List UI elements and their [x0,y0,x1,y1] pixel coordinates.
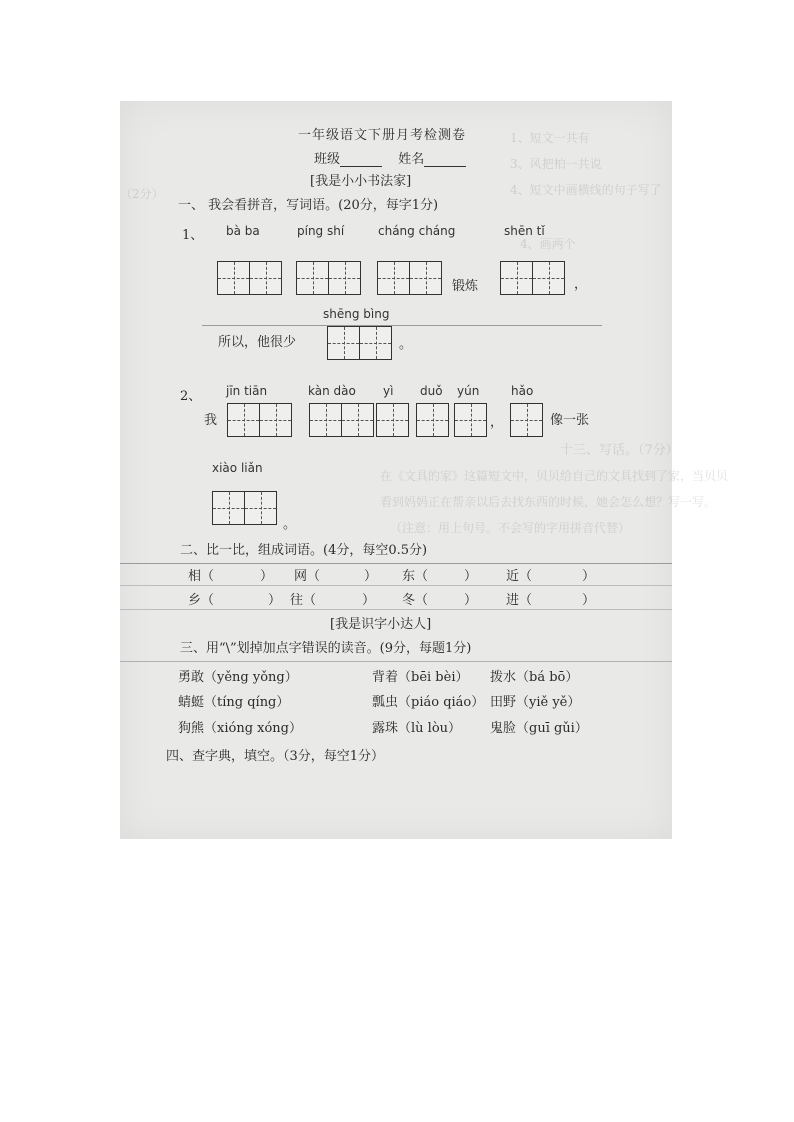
divider-line [120,661,672,662]
writing-grid-baba[interactable] [217,261,282,295]
writing-grid-hao[interactable] [510,403,543,437]
pinyin-choice-gouxiong[interactable]: 狗熊（xióng xóng） [178,721,302,736]
exam-title: 一年级语文下册月考检测卷 [298,128,467,143]
writing-grid-shengbing[interactable] [327,326,392,360]
bleed-through-line: 在《文具的家》这篇短文中，贝贝给自己的文具找到了家，当贝贝 [380,469,729,483]
pinyin-choice-boshui[interactable]: 拨水（bá bō） [490,670,579,685]
writing-grid-jintian[interactable] [227,403,292,437]
bleed-through-line: 看到妈妈正在帮亲以后去找东西的时候，她会怎么想？写一写。 [380,495,717,509]
sentence-suffix-xiangyizhang: 像一张 [550,413,590,428]
pinyin-choice-luzhu[interactable]: 露珠（lù lòu） [372,721,462,736]
writing-grid-yun[interactable] [454,403,487,437]
char-xiang-village: 乡（ [188,593,215,608]
writing-grid-changchang[interactable] [377,261,442,295]
pinyin-choice-guilian[interactable]: 鬼脸（guī gǔi） [490,721,588,736]
writing-grid-pingshi[interactable] [296,261,361,295]
question-2-heading: 二、比一比，组成词语。(4分，每空0.5分) [180,543,428,558]
pinyin-shengbing: shēng bìng [323,307,390,321]
char-xiang: 相（ [188,569,215,584]
writing-grid-xiaolian[interactable] [212,491,277,525]
pinyin-jintian: jīn tiān [226,384,268,398]
divider-line [120,609,672,610]
bleed-through-line: 十三、写话。（7分） [560,443,679,458]
pinyin-xiaolian: xiào liǎn [212,461,263,475]
section-header-writer: [我是小小书法家] [310,174,412,189]
question-4-heading: 四、查字典，填空。（3分，每空1分） [166,749,385,764]
char-wang: 网（ [294,569,321,584]
divider-line [120,585,672,586]
class-blank[interactable] [340,166,382,167]
sentence-prefix-suoyi: 所以，他很少 [218,335,297,350]
paren-close: ） [362,593,376,608]
pinyin-choice-beizhe[interactable]: 背着（bēi bèi） [372,670,469,685]
paren-close: ） [582,593,596,608]
pinyin-kandao: kàn dào [308,384,356,398]
char-jin-enter: 进（ [506,593,533,608]
writing-grid-shenti[interactable] [500,261,565,295]
item-2-number: 2、 [180,389,202,404]
item-1-number: 1、 [182,228,204,243]
pinyin-yi: yì [383,384,394,398]
sentence-prefix-wo: 我 [204,413,218,428]
section-header-reader: [我是识字小达人] [330,617,432,632]
bleed-through-line: 4、短文中画横线的句子写了 [510,183,662,197]
student-info-line [314,148,466,167]
pinyin-baba: bà ba [226,224,260,238]
pinyin-choice-qingting[interactable]: 蜻蜓（tíng qíng） [178,695,290,710]
question-3-heading: 三、用“\”划掉加点字错误的读音。(9分，每题1分) [180,641,472,656]
period-mark: 。 [283,517,297,532]
bleed-through-line: 3、风把柏一共说 [510,157,602,171]
class-label: 班级 [314,152,341,167]
paren-close: ） [464,569,478,584]
char-jin: 近（ [506,569,533,584]
writing-grid-yi[interactable] [376,403,409,437]
answer-line [202,325,602,326]
question-1-heading: 一、 我会看拼音，写词语。(20分，每字1分) [178,198,439,213]
paren-close: ） [364,569,378,584]
pinyin-shenti: shēn tǐ [504,224,545,238]
bleed-through-line: （注意：用上句号。不会写的字用拼音代替） [390,521,631,535]
paren-close: ） [260,569,274,584]
bleed-through-line: 4、画两个 [520,237,576,251]
bleed-through-line: （2分） [120,187,164,201]
char-wang-go: 往（ [290,593,317,608]
divider-line [120,563,672,564]
word-duanlian: 锻炼 [452,279,479,294]
comma-mark: ， [574,277,588,292]
char-dong: 东（ [402,569,429,584]
paren-close: ） [464,593,478,608]
name-label: 姓名 [398,152,425,167]
scanned-paper [120,101,729,839]
pinyin-choice-piaochong[interactable]: 瓢虫（piáo qiáo） [372,695,485,710]
paren-close: ） [268,593,282,608]
pinyin-hao: hǎo [511,384,534,398]
pinyin-pingshi: píng shí [297,224,345,238]
paren-close: ） [582,569,596,584]
pinyin-choice-yonggan[interactable]: 勇敢（yěng yǒng） [178,670,298,685]
writing-grid-kandao[interactable] [309,403,374,437]
pinyin-yun: yún [457,384,480,398]
bleed-through-line: 1、短文一共有 [510,131,590,145]
pinyin-changchang: cháng cháng [378,224,456,238]
name-blank[interactable] [424,166,466,167]
writing-grid-duo[interactable] [416,403,449,437]
comma-mark: ， [490,415,504,430]
pinyin-duo: duǒ [420,384,443,398]
pinyin-choice-tianye[interactable]: 田野（yiě yě） [490,695,581,710]
period-mark: 。 [399,337,413,352]
char-dong-winter: 冬（ [402,593,429,608]
